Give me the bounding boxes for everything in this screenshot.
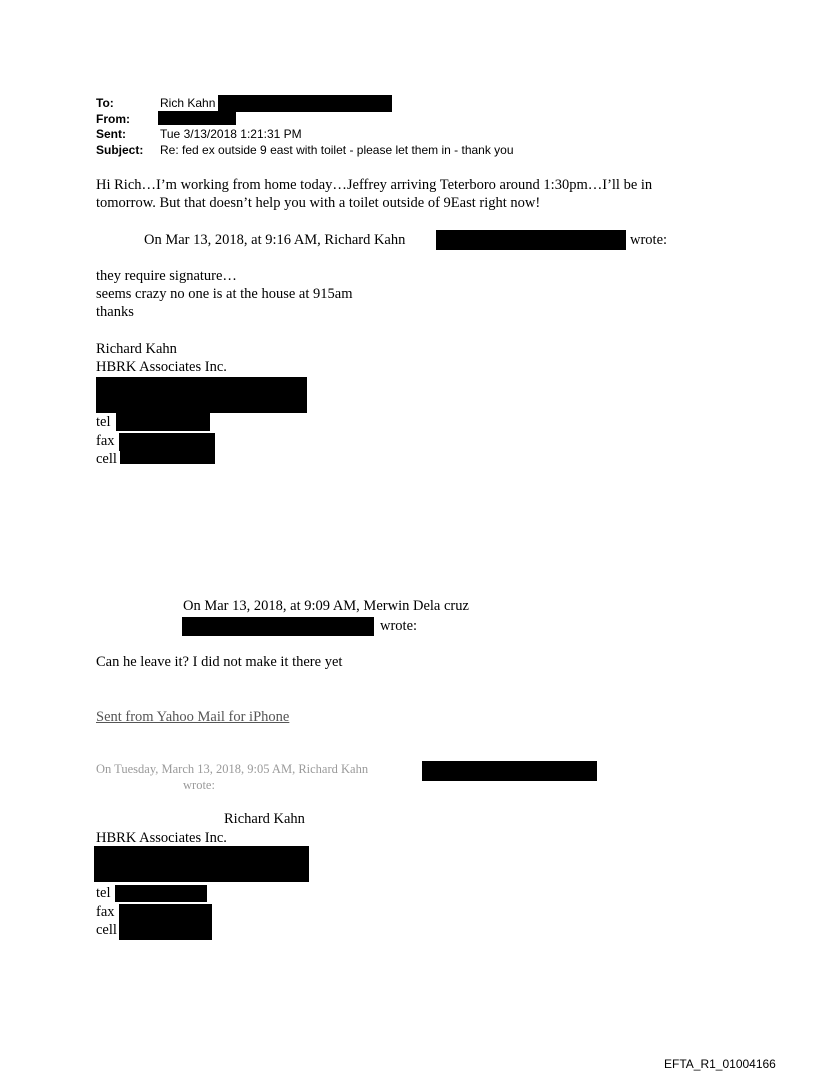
- quote1-line-2: seems crazy no one is at the house at 915am: [96, 286, 353, 302]
- redaction-signature2-fax: [119, 904, 212, 922]
- quote3-attribution: On Tuesday, March 13, 2018, 9:05 AM, Richard Kahn: [96, 762, 369, 776]
- redaction-signature1-cell: [120, 450, 215, 464]
- redaction-signature2-address: [94, 846, 309, 882]
- signature2-name: Richard Kahn: [224, 811, 305, 827]
- to-label: To:: [96, 96, 114, 110]
- sent-from-yahoo-link[interactable]: Sent from Yahoo Mail for iPhone: [96, 709, 290, 725]
- sent-label: Sent:: [96, 127, 126, 141]
- signature2-fax: fax: [96, 904, 115, 920]
- signature1-tel: tel: [96, 414, 111, 430]
- message1-line1: Hi Rich…I’m working from home today…Jeffrey arriving Teterboro around 1:30pm…I’ll be in: [96, 177, 653, 193]
- quote1-line-1: they require signature…: [96, 268, 237, 284]
- redaction-quote1-email: [436, 230, 626, 250]
- redaction-signature2-cell: [119, 922, 212, 940]
- document-id: EFTA_R1_01004166: [664, 1057, 776, 1071]
- quote3-wrote: wrote:: [183, 778, 215, 792]
- redaction-from: [158, 111, 236, 125]
- from-label: From:: [96, 112, 130, 126]
- signature2-cell: cell: [96, 922, 117, 938]
- signature2-company: HBRK Associates Inc.: [96, 830, 227, 846]
- quote1-attribution: On Mar 13, 2018, at 9:16 AM, Richard Kahn: [144, 232, 406, 248]
- sent-value: Tue 3/13/2018 1:21:31 PM: [160, 127, 302, 141]
- quote2-wrote: wrote:: [380, 618, 418, 634]
- redaction-signature1-fax: [119, 433, 215, 451]
- quote1-line-3: thanks: [96, 304, 134, 320]
- quote2-attribution: On Mar 13, 2018, at 9:09 AM, Merwin Dela cruz: [183, 598, 469, 614]
- redaction-quote2-email: [182, 617, 374, 636]
- redaction-signature2-tel: [115, 885, 207, 902]
- redaction-quote3-email: [422, 761, 597, 781]
- message1-line2: tomorrow. But that doesn’t help you with a toilet outside of 9East right now!: [96, 195, 541, 211]
- redaction-to-email: [218, 95, 392, 112]
- quote2-body: Can he leave it? I did not make it there yet: [96, 654, 343, 670]
- signature2-tel: tel: [96, 885, 111, 901]
- to-value: Rich Kahn: [160, 96, 216, 110]
- signature1-name: Richard Kahn: [96, 341, 177, 357]
- subject-value: Re: fed ex outside 9 east with toilet - please let them in - thank you: [160, 143, 514, 157]
- signature1-cell: cell: [96, 451, 117, 467]
- subject-label: Subject:: [96, 143, 144, 157]
- quote1-wrote: wrote:: [630, 232, 668, 248]
- signature1-company: HBRK Associates Inc.: [96, 359, 227, 375]
- redaction-signature1-address: [96, 377, 307, 413]
- signature1-fax: fax: [96, 433, 115, 449]
- redaction-signature1-tel: [116, 413, 210, 431]
